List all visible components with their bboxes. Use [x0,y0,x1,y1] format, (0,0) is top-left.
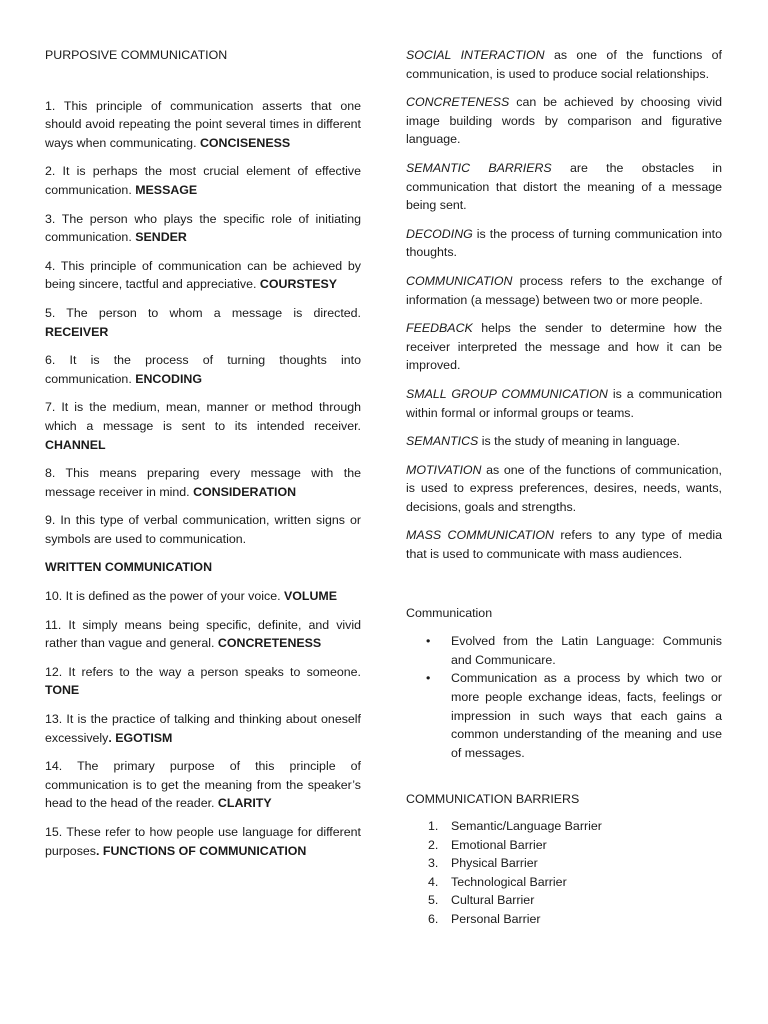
definition-item [406,93,722,149]
barrier-label: Technological Barrier [451,874,567,889]
bullet-icon: • [426,671,431,686]
definition-term: SEMANTIC BARRIERS [406,160,552,175]
list-item [406,873,722,892]
question-text: 4. This principle of communication can be achieved by being sincere, tactful and appreciative. [45,258,361,292]
definition-text: as one of the functions of communication, is used to produce social relationships. [406,48,722,81]
communication-heading: Communication [406,605,493,620]
question-answer: VOLUME [284,589,338,604]
question-answer: . FUNCTIONS OF COMMUNICATION [95,843,307,858]
list-item [406,854,722,873]
question-answer: RECEIVER [45,324,109,339]
definition-text: process refers to the exchange of information (a message) between two or more people. [406,273,722,307]
list-number: 3. [428,856,439,871]
question-1 [45,97,361,153]
question-answer: CONSIDERATION [193,484,297,499]
question-text: 13. It is the practice of talking and thinking about oneself excessively [45,712,361,745]
definition-term: FEEDBACK [406,321,473,336]
list-number: 6. [428,911,439,926]
question-text: 14. The primary purpose of this principle of communication is to get the meaning from the speaker’s head to the head of the reader. [45,759,361,811]
question-text: 10. It is defined as the power of your voice. [45,589,284,604]
question-8 [45,464,361,501]
question-12 [45,663,361,700]
question-text: 7. It is the medium, mean, manner or method through which a message is sent to its intended receiver. [45,400,361,433]
question-15 [45,823,361,860]
barriers-list [406,817,722,929]
barrier-label: Physical Barrier [451,856,538,871]
definition-text: is the study of meaning in language. [478,434,681,449]
question-3 [45,210,361,247]
question-11 [45,616,361,653]
definition-text: can be achieved by choosing vivid image building words by comparison and figurative language. [406,95,722,147]
list-item [406,836,722,855]
barrier-label: Emotional Barrier [451,837,547,852]
bullet-icon: • [426,634,431,649]
barrier-label: Personal Barrier [451,911,541,926]
question-answer: CHANNEL [45,437,106,452]
bullet-text: Evolved from the Latin Language: Communis and Communicare. [451,634,722,667]
question-answer: CONCRETENESS [217,636,322,651]
question-text: 3. The person who plays the specific role of initiating communication. [45,211,361,245]
list-item [406,817,722,836]
question-answer: ENCODING [135,371,202,386]
definition-item [406,319,722,375]
question-text: 5. The person to whom a message is directed. [45,305,361,320]
definition-term: COMMUNICATION [406,273,513,288]
definition-term: SOCIAL INTERACTION [406,48,545,62]
list-item [406,891,722,910]
definition-term: MASS COMMUNICATION [406,528,554,543]
definition-text: refers to any type of media that is used to communicate with mass audiences. [406,528,723,562]
definition-item [406,225,722,262]
question-text: 1. This principle of communication asserts that one should avoid repeating the point several times in different ways when communicating. [45,98,361,150]
question-text: 15. These refer to how people use language for different purposes [45,825,361,858]
list-item [406,669,722,762]
question-7 [45,398,361,454]
document-title: PURPOSIVE COMMUNICATION [45,48,228,62]
definition-item [406,46,722,83]
definition-item [406,385,722,422]
definition-item [406,159,722,215]
question-text: 8. This means preparing every message with the message receiver in mind. [45,466,361,499]
definition-term: SMALL GROUP COMMUNICATION [406,386,608,401]
definition-item [406,461,722,517]
definition-text: is a communication within formal or informal groups or teams. [406,386,722,420]
question-4 [45,257,361,294]
barrier-label: Semantic/Language Barrier [451,819,602,833]
definition-term: MOTIVATION [406,462,482,477]
communication-bullet-list [406,632,722,762]
definition-item [406,272,722,309]
question-6 [45,351,361,388]
question-answer: TONE [45,683,80,698]
list-item [406,632,722,669]
barrier-label: Cultural Barrier [451,893,535,908]
question-text: 6. It is the process of turning thoughts into communication. [45,353,361,386]
right-column [406,46,722,929]
question-text: 11. It simply means being specific, definite, and vivid rather than vague and general. [45,617,361,651]
question-answer: MESSAGE [135,182,198,197]
bullet-text: Communication as a process by which two or more people exchange ideas, facts, feelings or impression in such ways that each gains a common understanding of the meaning and use of messages. [451,671,722,760]
question-answer: . EGOTISM [108,730,173,745]
definition-text: as one of the functions of communication, is used to express preferences, desires, needs, wants, decisions, goals and strengths. [406,462,722,514]
question-answer: CLARITY [217,796,272,811]
list-item [406,910,722,929]
question-9 [45,511,361,548]
question-10 [45,587,361,606]
definition-term: DECODING [406,226,473,241]
left-column [45,46,361,870]
question-13 [45,710,361,747]
question-text: 12. It refers to the way a person speaks to someone. [45,664,361,679]
list-number: 1. [428,819,439,833]
definition-item [406,432,722,451]
question-9-answer [45,558,361,577]
question-5 [45,304,361,341]
list-number: 2. [428,837,439,852]
question-text: 9. In this type of verbal communication, written signs or symbols are used to communication. [45,513,361,546]
definition-text: helps the sender to determine how the receiver interpreted the message and how it can be improved. [406,321,722,373]
question-answer: CONCISENESS [199,135,291,150]
definition-term: CONCRETENESS [406,95,510,110]
list-number: 4. [428,874,439,889]
barriers-heading: COMMUNICATION BARRIERS [406,792,580,807]
question-2 [45,162,361,199]
question-text: 2. It is perhaps the most crucial element of effective communication. [45,164,361,197]
definition-item [406,526,722,563]
definition-text: is the process of turning communication into thoughts. [406,226,722,260]
definition-text: are the obstacles in communication that distort the meaning of a message being sent. [406,160,722,213]
question-14 [45,757,361,813]
question-answer: SENDER [135,230,187,245]
question-answer: WRITTEN COMMUNICATION [45,560,213,575]
list-number: 5. [428,893,439,908]
definition-term: SEMANTICS [406,434,479,449]
question-answer: COURSTESY [259,277,338,292]
